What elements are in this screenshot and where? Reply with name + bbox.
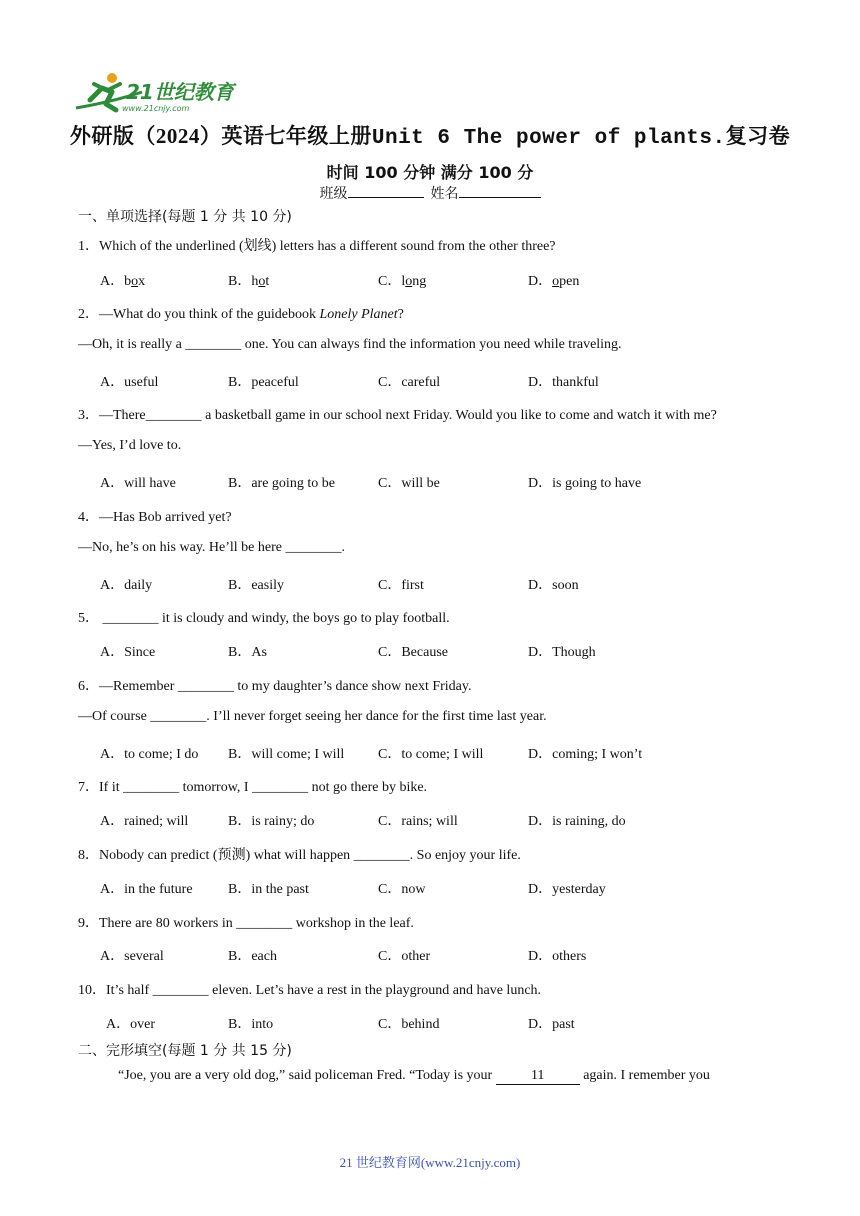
option-a[interactable] [100,641,155,661]
option-text: will have [124,476,176,491]
class-blank[interactable] [348,183,424,198]
option-a[interactable] [100,270,145,290]
option-label: D． [528,949,553,964]
option-a[interactable] [100,743,198,763]
option-text: will be [401,476,440,491]
question-text: Nobody can predict (预测) what will happen ________. So enjoy your life. [99,848,521,863]
option-label: C． [378,1017,402,1032]
option-b[interactable] [228,810,314,830]
underlined-letter: o [258,274,266,289]
option-text: to come; I do [124,747,199,762]
question-7 [78,776,800,796]
option-text: easily [251,578,284,593]
option-b[interactable] [228,945,277,965]
passage-text-before: “Joe, you are a very old dog,” said policeman Fred. “Today is your [118,1068,496,1083]
book-title: Lonely Planet [319,307,398,322]
section-heading-cloze: 二、完形填空(每题 1 分 共 15 分) [78,1043,292,1059]
option-text: thankful [552,375,599,390]
underlined-letter: o [552,274,560,289]
option-label: D． [528,1017,553,1032]
title-prefix: 外研版（2024）英语七年级上册 [69,124,372,148]
option-label: B． [228,814,252,829]
option-label: D． [528,882,553,897]
option-b[interactable] [228,641,267,661]
question-8 [78,844,800,864]
option-text: to come; I will [401,747,484,762]
option-text: first [401,578,424,593]
option-text: b [124,274,132,289]
option-text: Because [401,645,448,660]
option-label: A． [100,645,125,660]
question-number: 6． [78,679,99,694]
question-number: 5． [78,611,99,626]
question-text: If it ________ tomorrow, I ________ not go there by bike. [99,780,428,795]
logo-text: 21世纪教育 [126,80,234,104]
option-c[interactable] [378,641,448,661]
option-text: Though [552,645,596,660]
option-c[interactable] [378,810,458,830]
option-c[interactable] [378,270,426,290]
question-text: It’s half ________ eleven. Let’s have a rest in the playground and have lunch. [106,983,542,998]
option-d[interactable] [528,743,642,763]
option-label: A． [100,814,125,829]
question-text: ________ it is cloudy and windy, the boys go to play football. [99,611,450,626]
option-b[interactable] [228,743,344,763]
title-unit: Unit 6 The power of plants. [371,127,726,150]
option-text: behind [401,1017,440,1032]
option-text: useful [124,375,159,390]
cloze-blank-11[interactable]: 11 [496,1068,580,1085]
question-1 [78,235,800,255]
question-6 [78,675,800,695]
question-text: —Remember ________ to my daughter’s dance show next Friday. [99,679,472,694]
option-text: peaceful [251,375,299,390]
question-number: 8． [78,848,99,863]
option-text: pen [559,274,580,289]
question-response-line: —Yes, I’d love to. [78,438,182,453]
option-text: in the past [251,882,309,897]
option-d[interactable] [528,371,599,391]
question-3 [78,404,800,424]
option-label: C． [378,645,402,660]
option-text: l [401,274,406,289]
question-number: 10． [78,983,106,998]
option-a[interactable] [100,371,158,391]
option-label: B． [228,578,252,593]
option-b[interactable] [228,1013,273,1033]
option-label: B． [228,476,252,491]
option-label: A． [100,578,125,593]
option-label: D． [528,814,553,829]
option-c[interactable] [378,472,440,492]
option-c[interactable] [378,574,424,594]
option-text: will come; I will [251,747,345,762]
option-c[interactable] [378,1013,439,1033]
option-text: ng [412,274,427,289]
question-2 [78,303,800,323]
option-text: in the future [124,882,193,897]
question-number: 3． [78,408,99,423]
option-a[interactable] [100,945,164,965]
page-footer: 21 世纪教育网(www.21cnjy.com) [339,1155,521,1170]
site-logo [72,70,242,116]
option-label: D． [528,274,553,289]
option-text: is rainy; do [251,814,315,829]
option-a[interactable] [106,1013,155,1033]
exam-info: 时间 100 分钟 满分 100 分 [326,163,534,182]
passage-text-after: again. I remember you [583,1068,710,1083]
question-5 [78,607,800,627]
option-text: coming; I won’t [552,747,643,762]
option-text: are going to be [251,476,335,491]
option-a[interactable] [100,472,176,492]
option-text: soon [552,578,579,593]
option-text: other [401,949,431,964]
question-response-line: —No, he’s on his way. He’ll be here ________. [78,540,345,555]
document-title [0,120,860,150]
option-label: C． [378,882,402,897]
underlined-letter: o [405,274,413,289]
question-text: Which of the underlined (划线) letters has a different sound from the other three? [99,239,556,254]
option-d[interactable] [528,945,586,965]
option-c[interactable] [378,878,425,898]
option-label: B． [228,274,252,289]
option-b[interactable] [228,574,284,594]
option-b[interactable] [228,270,269,290]
option-d[interactable] [528,878,606,898]
question-response-line: —Of course ________. I’ll never forget seeing her dance for the first time last year. [78,709,547,724]
option-label: D． [528,375,553,390]
option-d[interactable] [528,472,641,492]
option-text: careful [401,375,441,390]
option-text: each [251,949,277,964]
option-c[interactable] [378,371,440,391]
option-text: t [265,274,270,289]
option-text: others [552,949,587,964]
running-man-logo-icon [72,70,242,116]
option-label: D． [528,645,553,660]
option-text: As [251,645,267,660]
option-d[interactable] [528,1013,575,1033]
question-10 [78,979,800,999]
option-label: C． [378,949,402,964]
option-label: C． [378,578,402,593]
question-response-line: —Oh, it is really a ________ one. You can always find the information you need while traveling. [78,337,622,352]
question-text: There are 80 workers in ________ workshop in the leaf. [99,916,414,931]
option-d[interactable] [528,810,626,830]
option-text: over [130,1017,156,1032]
question-number: 2． [78,307,99,322]
option-label: C． [378,747,402,762]
option-b[interactable] [228,371,299,391]
option-label: B． [228,1017,252,1032]
option-d[interactable] [528,641,596,661]
option-label: C． [378,476,402,491]
question-number: 7． [78,780,99,795]
option-text: h [251,274,259,289]
option-c[interactable] [378,945,430,965]
option-text: into [251,1017,274,1032]
option-label: D． [528,578,553,593]
option-label: B． [228,375,252,390]
option-text: yesterday [552,882,606,897]
option-a[interactable] [100,878,193,898]
option-text: rained; will [124,814,189,829]
question-text-end: ? [397,307,404,322]
question-number: 1． [78,239,99,254]
question-text: —What do you think of the guidebook [99,307,320,322]
option-label: A． [100,882,125,897]
option-a[interactable] [100,810,188,830]
option-text: past [552,1017,575,1032]
option-label: C． [378,274,402,289]
section-heading-choice: 一、单项选择(每题 1 分 共 10 分) [78,209,292,225]
question-text: —Has Bob arrived yet? [99,510,232,525]
option-d[interactable] [528,574,579,594]
option-label: A． [100,274,125,289]
option-text: several [124,949,164,964]
option-label: A． [100,747,125,762]
question-4 [78,506,800,526]
option-label: B． [228,747,252,762]
title-suffix: 复习卷 [725,124,791,148]
cloze-passage [118,1068,784,1085]
option-text: is raining, do [552,814,626,829]
underlined-letter: o [131,274,139,289]
option-label: C． [378,814,402,829]
option-label: A． [106,1017,131,1032]
question-number: 9． [78,916,99,931]
option-label: A． [100,476,125,491]
class-label: 班级 [319,187,348,202]
question-9 [78,912,800,932]
option-d[interactable] [528,270,579,290]
option-label: A． [100,375,125,390]
option-a[interactable] [100,574,152,594]
option-b[interactable] [228,878,309,898]
option-label: B． [228,645,252,660]
option-label: B． [228,949,252,964]
option-text: Since [124,645,156,660]
option-text: daily [124,578,153,593]
name-label: 姓名 [430,187,459,202]
question-number: 4． [78,510,99,525]
logo-subtext: www.21cnjy.com [122,104,190,113]
option-text: rains; will [401,814,458,829]
option-label: A． [100,949,125,964]
option-text: is going to have [552,476,642,491]
option-text: x [138,274,146,289]
question-text: —There________ a basketball game in our school next Friday. Would you like to come and watch it with me? [99,408,717,423]
option-text: now [401,882,426,897]
option-c[interactable] [378,743,483,763]
option-label: C． [378,375,402,390]
option-label: D． [528,476,553,491]
class-name-line [0,183,860,203]
option-b[interactable] [228,472,335,492]
option-label: B． [228,882,252,897]
option-label: D． [528,747,553,762]
name-blank[interactable] [459,183,541,198]
